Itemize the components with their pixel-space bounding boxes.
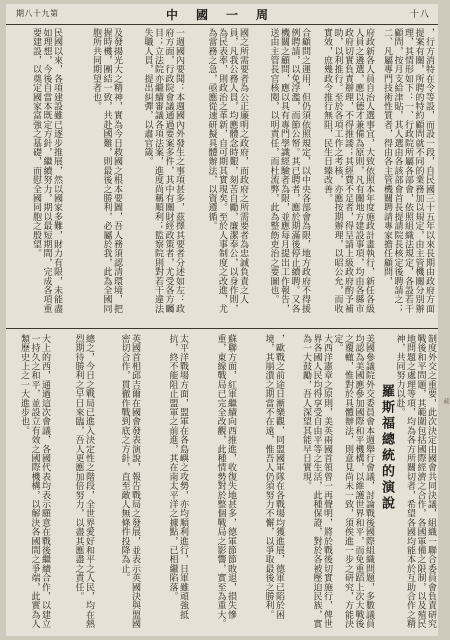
upper-column-7: 民國以來，各項建設雖已逐步推展，然以國家多難，財力有限，未能盡如理想，今後自當本既定方針，繼續努力，期以最短期間，完成各項重要建設，以奠定國家富強之基礎，而慰全國同胞之殷望。 [31, 28, 62, 314]
newspaper-page [6, 4, 438, 636]
article-title: 羅斯福總統的演說 [379, 384, 394, 512]
lower-column-2: 美國參議院外交委員會本週舉行會議，討論戰後國際組織問題，多數議員均認為美國應參加國際和平機構，以維護世界和平，而免重蹈上次大戰後之覆轍，惟對於具體辦法，則意見尚未一致，須俟進一步之研究，方能決定。 [332, 334, 374, 629]
lower-column-8: 總之，今日之戰局已進入決定性之階段，全世界愛好和平之人民，均在熱烈期待勝利之早日來臨，吾人更應加倍努力，以盡其應盡之責任。 [73, 334, 94, 629]
lower-column-6: 太平洋戰場方面，盟軍在各島嶼之攻勢，亦均順利進行，日軍雖頑強抵抗，終不能阻止盟軍之前進，其在南太平洋之據點，已相繼陷落。 [167, 334, 188, 620]
publication-title: 中國一周 [166, 8, 287, 22]
page-header [6, 4, 438, 25]
lower-column-1: 制度外交之重要，此次決定由國會共同決議，組織一聯合委員會負責研究戰後和平問題，其範圍包括國際經濟之合作，各國軍備之限制，以及殖民地問題之處理等項，均為各方所關切者，希望各國均能本於互助合作之精神，共同努力以赴。 [394, 334, 436, 629]
lower-column-5: 蘇聯方面，紅軍繼續向西推進，收復失地甚多，德軍節節敗退，損失慘重，東線戰局已完全改觀，此種情勢對於整個戰局之影響，實至為重大。 [215, 334, 236, 629]
upper-column-3: 合顧問之運用，但仍須依照規定，以中央各部會為限，地方政府不得援例聘請，以免浮濫，而節公帑。其已聘者，應於期滿後停止續聘。又各機關之顧問，應以具有專門學識經驗者為限，並應每月提出工作報告，送由主管長官核閱，以明責任，而杜流弊，此為整飭吏治之要圖也。 [268, 28, 310, 314]
page-number: 十八 [409, 10, 430, 20]
issue-number: 期八十九第 [16, 9, 59, 18]
lower-column-7: 英國首相邱吉爾在國會發表演說，報告戰局之發展，並表示英國決與盟國密切合作，貫徹作戰到底之方針，直至敵人無條件投降為止。 [119, 334, 140, 629]
upper-column-6: 及發揚光大之精神，實為今日救國之根本要圖，吾人務須認清環境，把握時機，團結一致，共赴國難，則最後之勝利，必屬於我，此為全國同胞所共同期望者也。 [91, 28, 122, 314]
lower-column-9: 大上的西，通過這次會議，各國代表均表示願意在戰後繼續合作，以建立一持久之和平，並設立有效之國際機構，以解決各國間之爭端，此實為人類歷史上之一大進步也。 [19, 334, 50, 629]
lower-column-3: 大西洋憲章之原則，美英兩國首領曾一再聲明，將於戰後切實施行，俾世界各國人民均得享受自由平等之生活，此種保證，對於各被壓迫民族，實為一大鼓勵，吾人深望其能早日實現。 [301, 334, 332, 629]
lower-column-4: ，歐戰之前途日漸樂觀，同盟國軍隊在各戰場均獲進展，德軍已陷於困境，其崩潰之期當不在遠，惟吾人仍須努力不懈，以爭取最後之勝利。 [263, 334, 284, 620]
upper-column-2: 府政新各人員自治人選事宜，大致依照本年度施政計畫執行，新任各級人員之遴選，應以德才兼備為原則，凡有關地方建設事項，均由各縣市政府切實負責辦理，不得推諉；其經費不足者，得呈請上級政府酌予補助，以利推行。至於各項工作之考核，亦應按期辦理，以昭公允，而收實效，庶幾政令推行無阻，民生日臻改善。 [322, 28, 374, 314]
upper-column-5: 一週國內要聞：本週國內外發生之事項甚多，茲擇其要者分述如左：政府方面，行政院會議通過要案多件，其中有關財經政策者，尤受各方矚目；立法院亦繼續審議各項法案，進度尚稱順利；監察院則對若干違法失職人員，提出糾彈，以肅官箴。 [142, 28, 184, 314]
section-divider [6, 328, 438, 329]
margin-stamp: 藏 [442, 398, 449, 404]
upper-column-4: 國之所需要者為公正廉明之政府，而政府之所需要者為忠誠負責之人員，凡我公務人員，均應體念時艱，刻苦自勵，廉潔奉公，以身作則，為民表率，則政治之革新，自可期其實現矣。至於人事制度之改進，尤為當務之急，亟應從速研擬具體辦法，以資遵循。 [206, 28, 248, 314]
upper-column-1: ，行方消特在令等設，而設一段，自民國三十五年以來長期由政府方面提案有關，所聘的特約顧問就不同的業務加以規定，由主管機關分別辦理，其情形如下：一、行政院所屬各部會，依照組織法規定，各設若干顧問，按月支給津貼，其人選由各該部會首長提請院長核定後聘請之；二、凡屬專門技術性質者，得由各主管機關聘請專家擔任顧問， [382, 28, 434, 314]
